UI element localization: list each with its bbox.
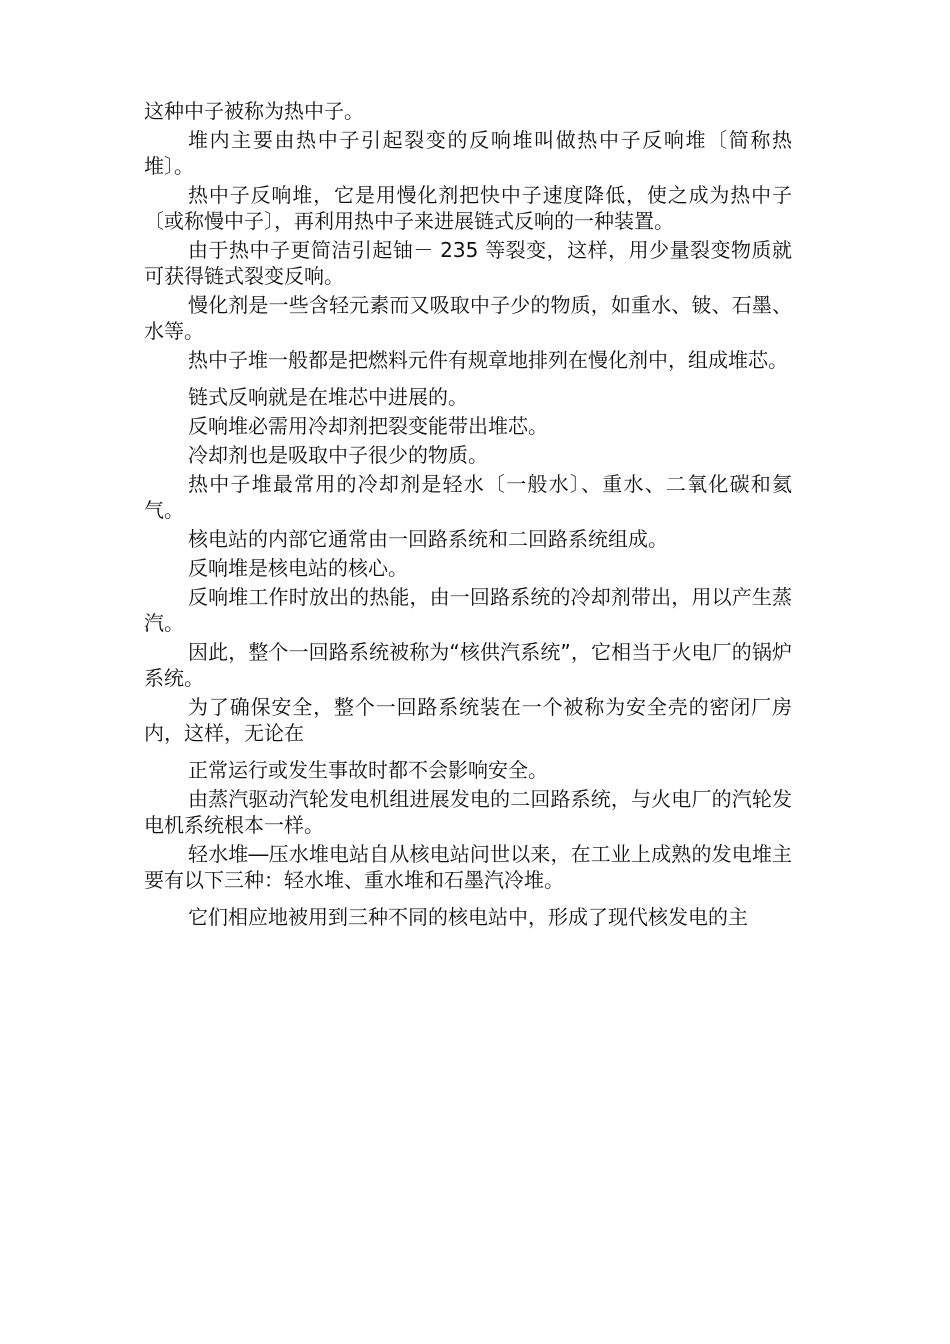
paragraph-1: 这种中子被称为热中子。 [144,99,364,123]
paragraph-15: 为了确保安全，整个一回路系统装在一个被称为安全壳的密闭厂房内，这样，无论在 [144,695,792,745]
paragraph-16: 正常运行或发生事故时都不会影响安全。 [188,758,548,782]
paragraph-6: 热中子堆一般都是把燃料元件有规章地排列在慢化剂中，组成堆芯。 [188,348,788,372]
paragraph-19: 它们相应地被用到三种不同的核电站中，形成了现代核发电的主 [188,905,748,929]
paragraph-3: 热中子反响堆，它是用慢化剂把快中子速度降低，使之成为热中子〔或称慢中子〕，再利用热中子来进展链式反响的一种装置。 [144,183,792,233]
paragraph-2: 堆内主要由热中子引起裂变的反响堆叫做热中子反响堆〔简称热堆〕。 [144,128,792,178]
paragraph-4: 由于热中子更简洁引起铀－ 235 等裂变，这样，用少量裂变物质就可获得链式裂变反响。 [144,238,792,288]
paragraph-8: 反响堆必需用冷却剂把裂变能带出堆芯。 [188,414,548,438]
document-body [144,98,792,930]
paragraph-12: 反响堆是核电站的核心。 [188,556,408,580]
paragraph-18: 轻水堆―压水堆电站自从核电站问世以来，在工业上成熟的发电堆主要有以下三种：轻水堆、重水堆和石墨汽冷堆。 [144,842,792,892]
paragraph-11: 核电站的内部它通常由一回路系统和二回路系统组成。 [188,527,668,551]
paragraph-14: 因此，整个一回路系统被称为“核供汽系统”，它相当于火电厂的锅炉系统。 [144,640,792,690]
paragraph-5: 慢化剂是一些含轻元素而又吸取中子少的物质，如重水、铍、石墨、水等。 [144,293,792,343]
paragraph-13: 反响堆工作时放出的热能，由一回路系统的冷却剂带出，用以产生蒸汽。 [144,585,792,635]
paragraph-17: 由蒸汽驱动汽轮发电机组进展发电的二回路系统，与火电厂的汽轮发电机系统根本一样。 [144,787,792,837]
paragraph-10: 热中子堆最常用的冷却剂是轻水〔一般水〕、重水、二氧化碳和氦气。 [144,472,792,522]
paragraph-7: 链式反响就是在堆芯中进展的。 [188,385,468,409]
paragraph-9: 冷却剂也是吸取中子很少的物质。 [188,443,488,467]
